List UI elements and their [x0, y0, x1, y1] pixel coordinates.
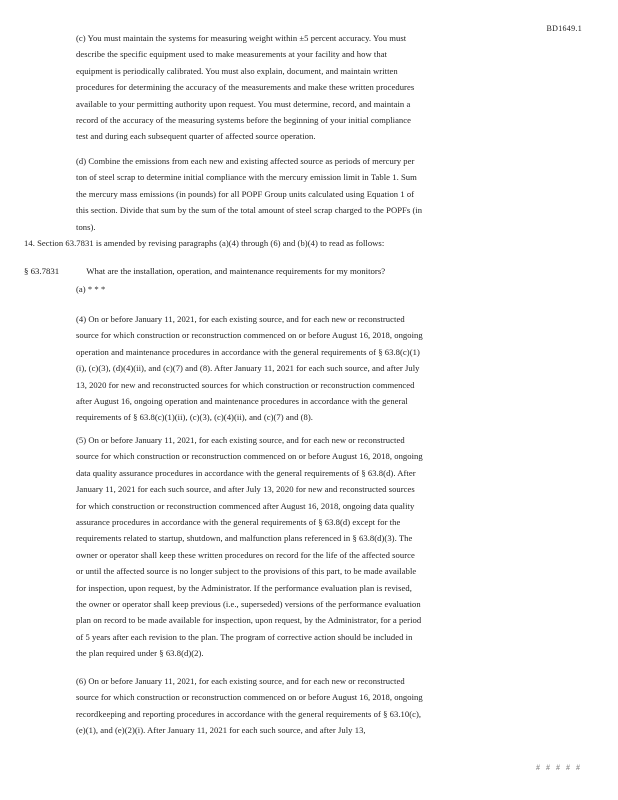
text-line: procedures for determining the accuracy of the measurements and make these written procedures — [76, 82, 415, 93]
text-line: source for which construction or reconstruction commenced on or before August 16, 2018, ongoing — [76, 330, 423, 341]
text-line: (d) Combine the emissions from each new and existing affected source as periods of mercury per — [76, 156, 415, 166]
paragraph-d — [76, 153, 576, 235]
text-line: test and during each subsequent quarter of affected source operation. — [76, 131, 316, 142]
section-title: What are the installation, operation, and maintenance requirements for my monitors? — [86, 266, 386, 276]
text-line: (e)(1), and (e)(2)(i). After January 11, 2021 for each such source, and after July 13, — [76, 725, 366, 736]
text-line: (c) You must maintain the systems for measuring weight within ±5 percent accuracy. You must — [76, 33, 407, 43]
text-line: for which construction or reconstruction commenced after August 16, 2018, ongoing data quality — [76, 500, 415, 511]
text-line: available to your permitting authority upon request. You must determine, record, and maintain a — [76, 98, 411, 109]
paragraph-5 — [76, 432, 576, 662]
text-line: the plan required under § 63.8(d)(2). — [76, 648, 204, 659]
text-line: (5) On or before January 11, 2021, for each existing source, and for each new or reconstructed — [76, 435, 405, 445]
text-line: January 11, 2021 for each such source, and after July 13, 2020 for new and reconstructed sources — [76, 484, 415, 495]
text-line: describe the specific equipment used to make measurements at your facility and how that — [76, 49, 387, 60]
text-line: equipment is periodically calibrated. You must also explain, document, and maintain written — [76, 65, 398, 76]
text-line: source for which construction or reconstruction commenced on or before August 16, 2018, ongoing — [76, 692, 423, 703]
amendment-instruction — [24, 235, 584, 251]
text-line: the mercury mass emissions (in pounds) for all POPF Group units calculated using Equation 1 of — [76, 188, 415, 199]
text-line: source for which construction or reconstruction commenced on or before August 16, 2018, ongoing — [76, 451, 423, 462]
text-line: after August 16, ongoing operation and maintenance procedures in accordance with the general — [76, 396, 408, 407]
page-marker: # # # # # — [536, 763, 582, 772]
text-line: operation and maintenance procedures in accordance with the general requirements of § 63.8(c)(1) — [76, 346, 420, 357]
paragraph-4 — [76, 311, 576, 426]
paragraph-6 — [76, 673, 576, 739]
text-line: the owner or operator shall keep previous (i.e., superseded) versions of the performance evaluation — [76, 599, 421, 610]
text-line: (4) On or before January 11, 2021, for each existing source, and for each new or reconstructed — [76, 314, 405, 324]
paragraph-a — [76, 281, 576, 297]
section-number: § 63.7831 — [24, 266, 60, 276]
section-heading — [24, 266, 584, 276]
text-line: 13, 2020 for new and reconstructed sources for which construction or reconstruction commenced — [76, 379, 415, 390]
text-line: plan on record to be made available for inspection, upon request, by the Administrator, for a period — [76, 615, 422, 626]
text-line: recordkeeping and reporting procedures in accordance with the general requirements of § 63.10(c), — [76, 708, 422, 719]
text-line: record of the accuracy of the measuring systems before the beginning of your initial compliance — [76, 115, 412, 126]
text-line: (a) * * * — [76, 284, 106, 294]
text-line: requirements of § 63.8(c)(1)(ii), (c)(3), (c)(4)(ii), and (c)(7) and (8). — [76, 412, 314, 423]
text-line: (i), (c)(3), (d)(4)(ii), and (c)(7) and (8). After January 11, 2021 for each such source, and after July — [76, 363, 420, 374]
text-line: of 5 years after each revision to the plan. The program of corrective action should be included in — [76, 631, 413, 642]
document-id: BD1649.1 — [546, 24, 582, 33]
text-line: owner or operator shall keep these written procedures on record for the life of the affected source — [76, 549, 415, 560]
text-line: assurance procedures in accordance with the general requirements of § 63.8(d) except for the — [76, 517, 401, 528]
text-line: requirements related to startup, shutdown, and malfunction plans referenced in § 63.8(d)(3). The — [76, 533, 413, 544]
text-line: or until the affected source is no longer subject to the provisions of this part, to be made available — [76, 566, 417, 577]
paragraph-c — [76, 30, 576, 145]
text-line: 14. Section 63.7831 is amended by revising paragraphs (a)(4) through (6) and (b)(4) to read as follows: — [24, 238, 385, 248]
text-line: for inspection, upon request, by the Administrator. If the performance evaluation plan is revised, — [76, 582, 412, 593]
text-line: (6) On or before January 11, 2021, for each existing source, and for each new or reconstructed — [76, 676, 405, 686]
text-line: tons). — [76, 221, 96, 232]
text-line: this section. Divide that sum by the sum of the total amount of steel scrap charged to the POPFs (in — [76, 205, 423, 216]
text-line: data quality assurance procedures in accordance with the general requirements of § 63.8(d). After — [76, 467, 416, 478]
text-line: ton of steel scrap to determine initial compliance with the mercury emission limit in Table 1. Sum — [76, 172, 417, 183]
